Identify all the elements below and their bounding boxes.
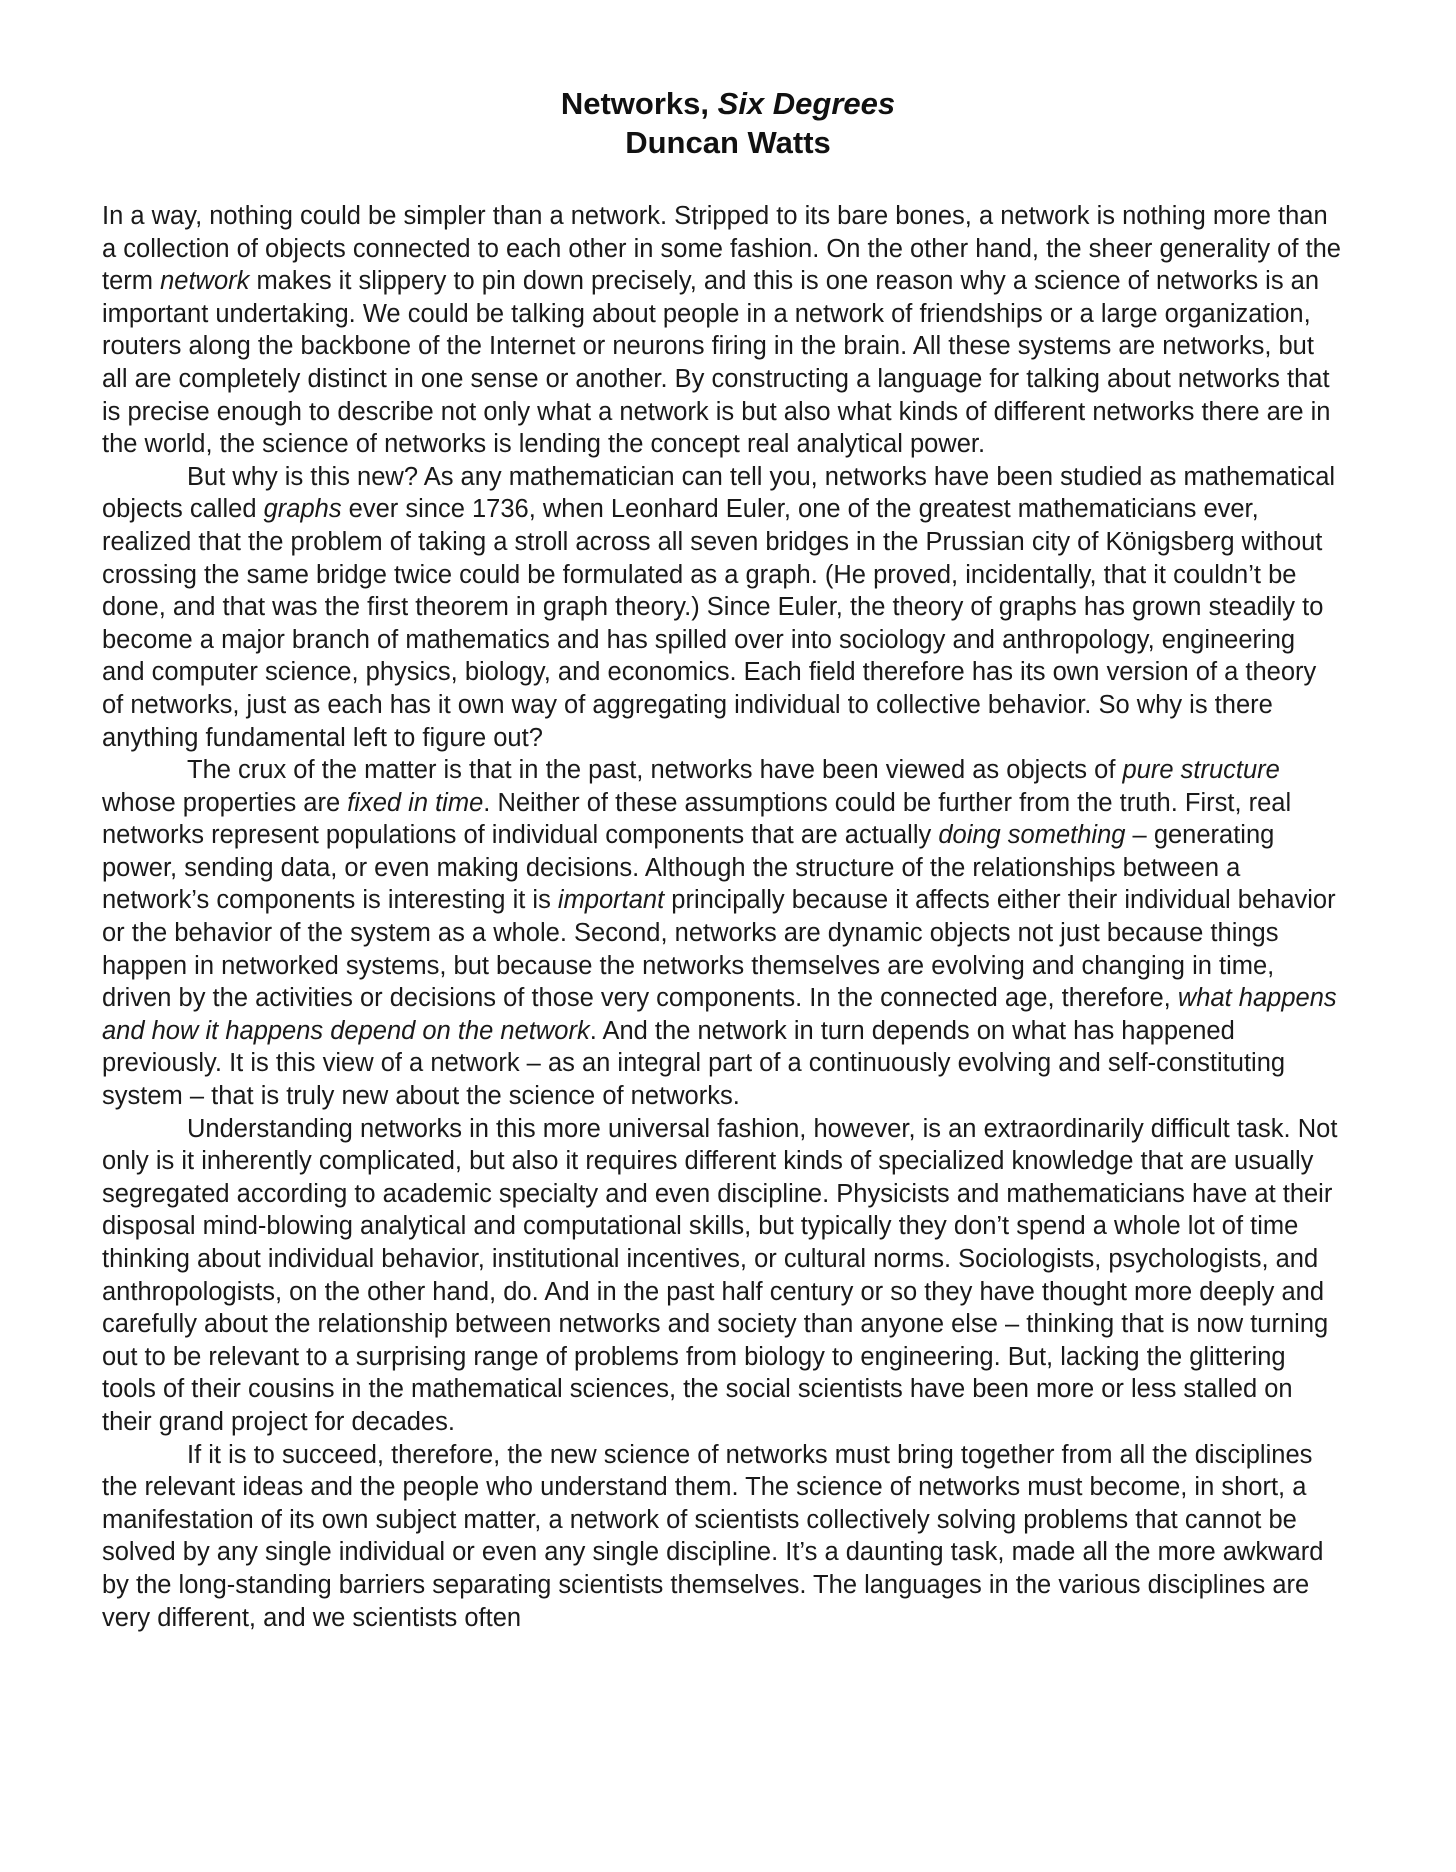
italic-text: pure structure xyxy=(1122,756,1280,785)
italic-text: network xyxy=(160,267,250,296)
body-paragraph xyxy=(102,1113,1342,1439)
paragraph-text: Understanding networks in this more universal fashion, however, is an extraordinarily difficult task. Not only is it inherently complicated, but also it requires different kinds of specialized knowledge that are usually segregated according to academic specialty and even discipline. Physicists and mathematicians have at their disposal mind-blowing analytical and computational skills, but typically they don’t spend a whole lot of time thinking about individual behavior, institutional incentives, or cultural norms. Sociologists, psychologists, and anthropologists, on the other hand, do. And in the past half century or so they have thought more deeply and carefully about the relationship between networks and society than anyone else – thinking that is now turning out to be relevant to a surprising range of problems from biology to engineering. But, lacking the glittering tools of their cousins in the mathematical sciences, the social scientists have been more or less stalled on their grand project for decades. xyxy=(102,1114,1338,1436)
paragraph-text: ever since 1736, when Leonhard Euler, one of the greatest mathematicians ever, realized that the problem of taking a stroll across all seven bridges in the Prussian city of Königsberg without crossing the same bridge twice could be formulated as a graph. (He proved, incidentally, that it couldn’t be done, and that was the first theorem in graph theory.) Since Euler, the theory of graphs has grown steadily to become a major branch of mathematics and has spilled over into sociology and anthropology, engineering and computer science, physics, biology, and economics. Each field therefore has its own version of a theory of networks, just as each has it own way of aggregating individual to collective behavior. So why is there anything fundamental left to figure out? xyxy=(102,495,1324,752)
body-paragraph xyxy=(102,461,1342,754)
italic-text: important xyxy=(557,886,665,915)
body-paragraph xyxy=(102,200,1342,461)
paragraph-text: . And the network in turn depends on what has happened previously. It is this view of a network – as an integral part of a continuously evolving and self-constituting system – that is truly new about the science of networks. xyxy=(102,1016,1286,1111)
italic-text: doing something xyxy=(938,821,1126,850)
paragraph-text: In a way, nothing could be simpler than a network. Stripped to its bare bones, a network is nothing more than a collection of objects connected to each other in some fashion. On the other hand, the sheer generality of the term xyxy=(102,202,1341,296)
paragraph-text: The crux of the matter is that in the past, networks have been viewed as objects of xyxy=(187,756,1123,785)
paragraph-text: whose properties are xyxy=(102,788,348,817)
title-line xyxy=(0,84,1456,123)
body-paragraph xyxy=(102,1439,1342,1635)
document-body xyxy=(102,200,1342,1634)
paragraph-text: principally because it affects either their individual behavior or the behavior of the system as a whole. Second, networks are dynamic objects not just because things happen in networked systems, but because the networks themselves are evolving and changing in time, driven by the activities or decisions of those very components. In the connected age, therefore, xyxy=(102,886,1336,1013)
paragraph-text: If it is to succeed, therefore, the new science of networks must bring together from all the disciplines the relevant ideas and the people who understand them. The science of networks must become, in short, a manifestation of its own subject matter, a network of scientists collectively solving problems that cannot be solved by any single individual or even any single discipline. It’s a daunting task, made all the more awkward by the long-standing barriers separating scientists themselves. The languages in the various disciplines are very different, and we scientists often xyxy=(102,1440,1324,1632)
paragraph-text: But why is this new? As any mathematician can tell you, networks have been studied as mathematical objects called xyxy=(102,462,1336,524)
author-name: Duncan Watts xyxy=(625,125,831,160)
paragraph-text: – generating power, sending data, or even making decisions. Although the structure of the relationships between a network’s components is interesting it is xyxy=(102,821,1275,915)
paragraph-text: . Neither of these assumptions could be further from the truth. First, real networks represent populations of individual components that are actually xyxy=(102,788,1292,850)
title-prefix: Networks, xyxy=(560,86,718,121)
title-book-name: Six Degrees xyxy=(717,86,896,121)
italic-text: fixed in time xyxy=(347,788,484,817)
italic-text: graphs xyxy=(263,495,342,524)
italic-text: what happens and how it happens depend on the network xyxy=(102,984,1337,1045)
document-title xyxy=(0,84,1456,162)
paragraph-text: makes it slippery to pin down precisely, and this is one reason why a science of networks is an important undertaking. We could be talking about people in a network of friendships or a large organization, routers along the backbone of the Internet or neurons firing in the brain. All these systems are networks, but all are completely distinct in one sense or another. By constructing a language for talking about networks that is precise enough to describe not only what a network is but also what kinds of different networks there are in the world, the science of networks is lending the concept real analytical power. xyxy=(102,267,1331,459)
body-paragraph xyxy=(102,754,1342,1113)
